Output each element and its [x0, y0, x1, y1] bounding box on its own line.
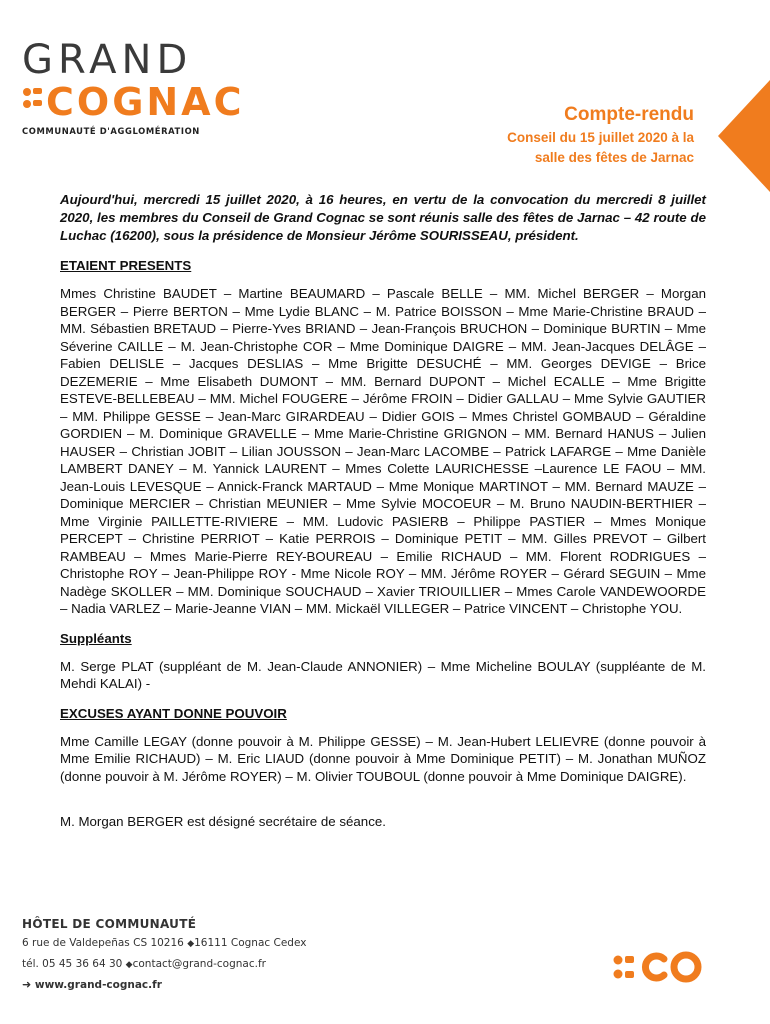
orange-triangle-decoration: [718, 80, 770, 192]
excuses-heading: EXCUSES AYANT DONNE POUVOIR: [60, 705, 287, 721]
secretary-line: M. Morgan BERGER est désigné secrétaire de séance.: [60, 814, 386, 829]
present-heading: ETAIENT PRESENTS: [60, 258, 192, 273]
suppleants-heading: Suppléants: [60, 630, 132, 646]
document-body: [60, 191, 706, 844]
cognac-dots-icon: [22, 86, 46, 116]
report-title: Compte-rendu: [564, 104, 694, 125]
grand-cognac-co-icon: [612, 950, 704, 984]
footer-website[interactable]: www.grand-cognac.fr: [34, 979, 162, 991]
grand-cognac-logo: [22, 37, 252, 136]
footer-contact: [22, 915, 422, 995]
footer-title: HÔTEL DE COMMUNAUTÉ: [22, 917, 197, 931]
arrow-right-icon: ➜: [22, 978, 32, 991]
suppleants-text: M. Serge PLAT (suppléant de M. Jean-Claude ANNONIER) – Mme Micheline BOULAY (suppléante de M. Mehdi KALAI) -: [60, 658, 706, 691]
report-subtitle-line1: Conseil du 15 juillet 2020 à la: [507, 130, 694, 145]
footer-website-row: [22, 975, 422, 995]
logo-cognac-text: COGNAC: [46, 80, 245, 124]
footer-phone: tél. 05 45 36 64 30: [22, 958, 123, 970]
footer-address-city: 16111 Cognac Cedex: [194, 937, 307, 949]
footer-email[interactable]: contact@grand-cognac.fr: [132, 958, 266, 970]
footer-phone-email: [22, 954, 422, 975]
logo-cognac-row: [22, 82, 252, 122]
report-subtitle-line2: salle des fêtes de Jarnac: [534, 150, 694, 165]
excuses-text: Mme Camille LEGAY (donne pouvoir à M. Philippe GESSE) – M. Jean-Hubert LELIEVRE (donne pouvoir à Mme Emilie RICHAUD) – M. Eric LIAUD (donne pouvoir à Mme Dominique PETIT) – M. Jonathan MUÑOZ (donne pouvoir à M. Jérôme ROYER) – M. Olivier TOUBOUL (donne pouvoir à Mme Dominique DAIGRE).: [60, 733, 706, 784]
diamond-icon: ◆: [125, 960, 133, 970]
footer-address: [22, 933, 422, 954]
intro-paragraph: Aujourd'hui, mercredi 15 juillet 2020, à 16 heures, en vertu de la convocation du mercredi 8 juillet 2020, les membres du Conseil de Grand Cognac se sont réunis salle des fêtes de Jarnac – 42 route de Luchac (16200), sous la présidence de Monsieur Jérôme SOURISSEAU, président.: [60, 192, 706, 243]
footer-address-street: 6 rue de Valdepeñas CS 10216: [22, 937, 184, 949]
logo-grand-text: GRAND: [22, 37, 193, 83]
report-title-block: [507, 103, 694, 167]
logo-subtitle: COMMUNAUTÉ D'AGGLOMÉRATION: [22, 126, 200, 136]
diamond-icon: ◆: [187, 939, 195, 949]
present-list: Mmes Christine BAUDET – Martine BEAUMARD – Pascale BELLE – MM. Michel BERGER – Morgan BERGER – Pierre BERTON – Mme Lydie BLANC – M. Patrice BOISSON – Mme Marie-Christine BRAUD – MM. Sébastien BRETAUD – Pierre-Yves BRIAND – Jean-François BRUCHON – Dominique BURTIN – Mme Séverine CAILLE – M. Jean-Christophe COR – Mme Dominique DAIGRE – MM. Jean-Jacques DELÂGE – Fabien DELISLE – Jacques DESLIAS – Mme Brigitte DESUCHÉ – MM. Georges DEVIGE – Brice DEZEMERIE – Mme Elisabeth DUMONT – MM. Bernard DUPONT – Michel ECALLE – Mme Brigitte ESTEVE-BELLEBEAU – MM. Michel FOUGERE – Jérôme FROIN – Didier GALLAU – Mme Sylvie GAUTIER – MM. Philippe GESSE – Jean-Marc GIRARDEAU – Didier GOIS – Mmes Christel GOMBAUD – Géraldine GORDIEN – M. Dominique GRAVELLE – Mme Marie-Christine GRIGNON – MM. Bernard HANUS – Julien HAUSER – Christian JOBIT – Lilian JOUSSON – Jean-Marc LACOMBE – Patrick LAFARGE – Mme Danièle LAMBERT DANEY – M. Yannick LAURENT – Mmes Colette LAURICHESSE –Laurence LE FAOU – MM. Jean-Louis LEVESQUE – Annick-Franck MARTAUD – Mme Monique MARTINOT – MM. Bernard MAUZE – Dominique MERCIER – Christian MEUNIER – Mme Sylvie MOCOEUR – M. Bruno NAUDIN-BERTHIER – Mme Virginie PAILLETTE-RIVIERE – MM. Ludovic PASIERB – Philippe PASTIER – Mmes Monique PERCEPT – Christine PERRIOT – Katie PERROIS – Dominique PETIT – MM. Gilles PREVOT – Gilbert RAMBEAU – Mmes Marie-Pierre REY-BOUREAU – Emilie RICHAUD – MM. Florent RODRIGUES – Christophe ROY – Jean-Philippe ROY - Mme Nicole ROY – MM. Jérôme ROYER – Gérard SEGUIN – Mme Nadège SKOLLER – MM. Dominique SOUCHAUD – Xavier TRIOUILLIER – Mmes Carole VANDEWOORDE – Nadia VARLEZ – Marie-Jeanne VIAN – MM. Mickaël VILLEGER – Patrice VINCENT – Christophe YOU.: [60, 286, 706, 616]
